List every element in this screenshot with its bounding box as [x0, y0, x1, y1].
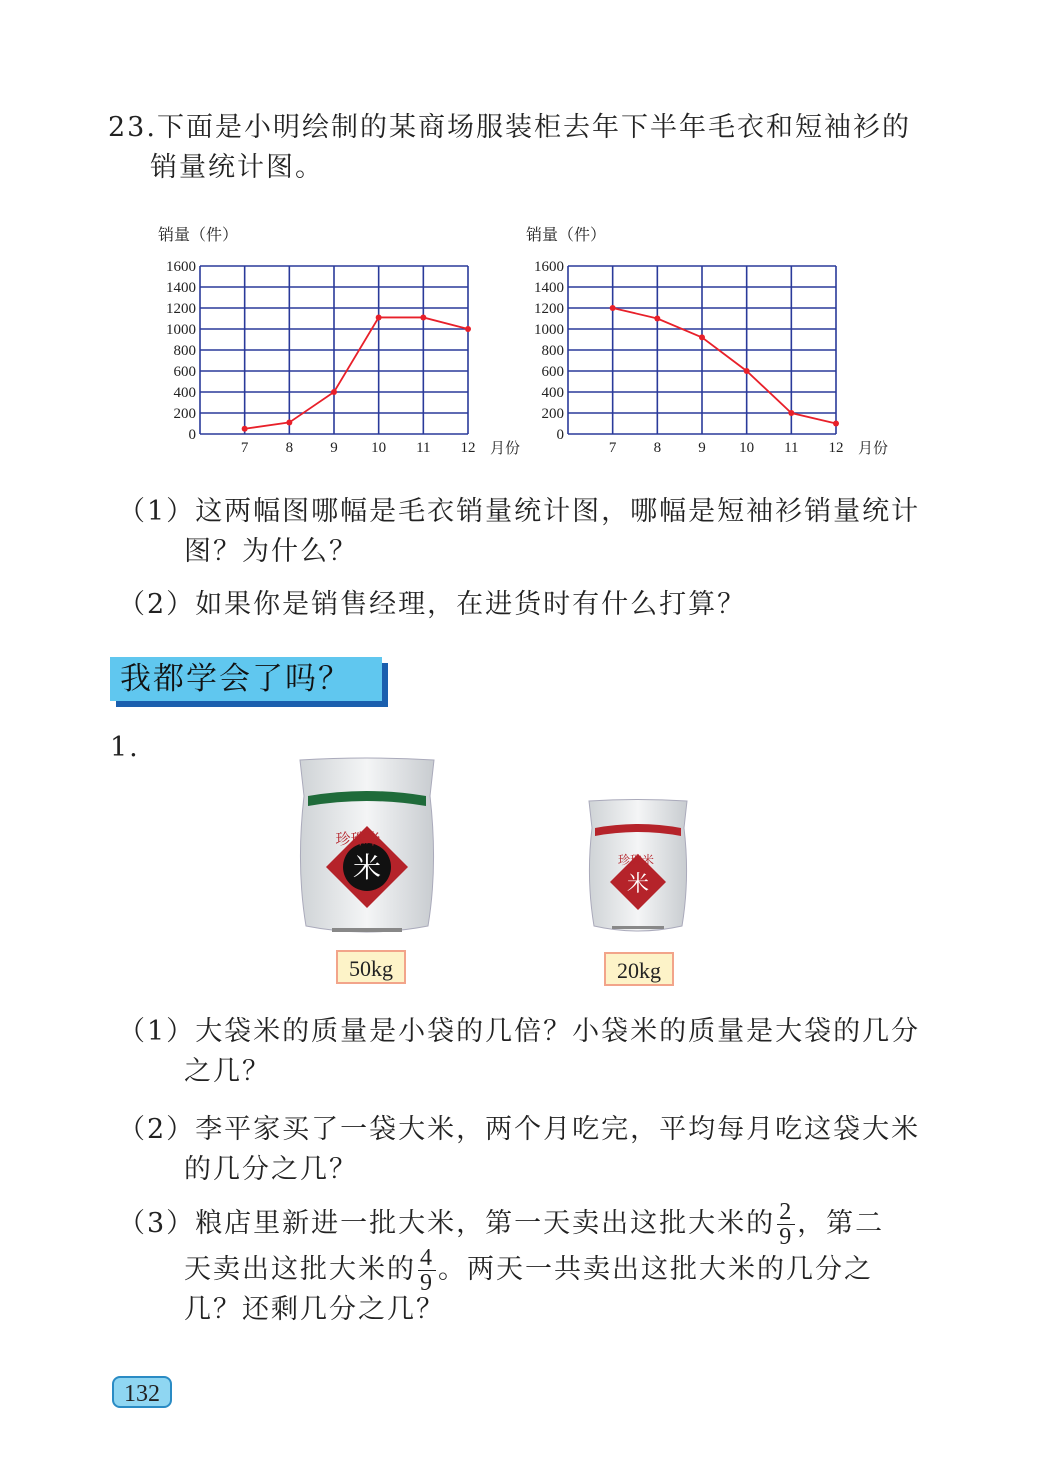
y-tick-label: 200 [173, 406, 196, 422]
small-bag-brand: 珍珠米 [617, 853, 655, 867]
y-tick-label: 400 [173, 385, 196, 401]
p1-q3-line2 [184, 1246, 873, 1295]
data-point [286, 419, 292, 425]
data-point [376, 314, 382, 320]
section-title: 我都学会了吗？ [110, 657, 382, 701]
problem-line: 下面是小明绘制的某商场服装柜去年下半年毛衣和短袖衫的 [156, 112, 911, 143]
y-tick-label: 1000 [166, 322, 196, 338]
data-point [331, 389, 337, 395]
y-tick-label: 0 [188, 427, 196, 443]
y-tick-label: 0 [556, 427, 564, 443]
y-tick-label: 1400 [166, 280, 196, 296]
x-tick-label: 11 [784, 440, 799, 456]
y-tick-label: 1200 [166, 301, 196, 317]
x-tick-label: 8 [285, 440, 294, 456]
fraction-two-ninths [777, 1200, 795, 1249]
p1-q1 [118, 1012, 920, 1052]
p1-q1-line2: 之几？ [184, 1056, 271, 1087]
x-tick-label: 9 [698, 440, 706, 456]
question-text: 李平家买了一袋大米，两个月吃完，平均每月吃这袋大米 [195, 1114, 921, 1145]
small-bag-symbol: 米 [626, 872, 650, 897]
y-tick-label: 1600 [534, 259, 564, 275]
fraction-denominator: 9 [779, 1224, 794, 1250]
y-tick-label: 600 [541, 364, 564, 380]
fraction-four-ninths [418, 1246, 436, 1295]
data-point [699, 334, 705, 340]
big-bag-symbol: 米 [352, 851, 382, 884]
y-tick-label: 400 [541, 385, 564, 401]
y-axis-label: 销量（件） [158, 227, 239, 244]
y-tick-label: 1600 [166, 259, 196, 275]
x-tick-label: 7 [608, 440, 617, 456]
p1-q2-line2: 的几分之几？ [184, 1154, 358, 1185]
small-bag-weight-label: 20kg [604, 952, 674, 986]
p1-q2 [118, 1110, 920, 1150]
question-text: 大袋米的质量是小袋的几倍？小袋米的质量是大袋的几分 [195, 1016, 921, 1047]
x-tick-label: 7 [240, 440, 249, 456]
y-tick-label: 600 [173, 364, 196, 380]
rice-bag-icon [586, 798, 690, 936]
question-text: 粮店里新进一批大米，第一天卖出这批大米的 [195, 1208, 776, 1239]
y-tick-label: 800 [173, 343, 196, 359]
chart-right [518, 220, 908, 469]
page-number: 132 [112, 1376, 172, 1408]
line-chart-sweater [150, 220, 540, 465]
question-text: ，第二 [797, 1208, 885, 1239]
chart-left [150, 220, 540, 469]
fraction-denominator: 9 [420, 1270, 434, 1296]
y-tick-label: 1200 [534, 301, 564, 317]
data-point [420, 314, 426, 320]
p1-q3 [118, 1200, 884, 1249]
fraction-numerator: 4 [420, 1245, 434, 1271]
big-rice-bag-image [296, 756, 438, 942]
question-text: 这两幅图哪幅是毛衣销量统计图，哪幅是短袖衫销量统计 [195, 496, 921, 527]
small-rice-bag-image [586, 798, 690, 940]
problem-23-text [108, 108, 911, 148]
question-number: （2） [118, 1114, 196, 1145]
x-tick-label: 8 [653, 440, 662, 456]
question-number: （1） [118, 496, 196, 527]
x-axis-label: 月份 [858, 441, 889, 457]
data-point [788, 410, 794, 416]
question-text: 如果你是销售经理，在进货时有什么打算？ [195, 589, 747, 620]
series-line [245, 317, 468, 428]
problem-number: 23. [108, 112, 157, 143]
x-tick-label: 10 [371, 440, 387, 456]
y-tick-label: 1000 [534, 322, 564, 338]
data-point [833, 421, 839, 427]
line-chart-tshirt [518, 220, 908, 465]
y-tick-label: 1400 [534, 280, 564, 296]
question-text: 天卖出这批大米的 [184, 1254, 416, 1285]
big-bag-brand: 珍珠米 [335, 830, 381, 848]
y-axis-label: 销量（件） [526, 227, 607, 244]
section-banner [110, 657, 385, 705]
x-tick-label: 10 [739, 440, 755, 456]
x-tick-label: 11 [416, 440, 431, 456]
q23-2 [118, 585, 746, 625]
question-number: （3） [118, 1208, 196, 1239]
question-number: （2） [118, 589, 196, 620]
p1-q3-line3: 几？还剩几分之几？ [184, 1294, 445, 1325]
big-bag-weight-label: 50kg [336, 950, 406, 984]
data-point [242, 426, 248, 432]
data-point [610, 305, 616, 311]
fraction-numerator: 2 [779, 1199, 794, 1225]
question-number: （1） [118, 1016, 196, 1047]
data-point [465, 326, 471, 332]
rice-bag-icon [296, 756, 438, 938]
data-point [744, 368, 750, 374]
y-tick-label: 800 [541, 343, 564, 359]
data-point [654, 316, 660, 322]
y-tick-label: 200 [541, 406, 564, 422]
x-axis-label: 月份 [490, 441, 521, 457]
series-line [613, 308, 836, 424]
x-tick-label: 12 [460, 440, 476, 456]
problem-1-number: 1. [110, 732, 140, 763]
question-text: 。两天一共卖出这批大米的几分之 [438, 1254, 873, 1285]
x-tick-label: 9 [330, 440, 338, 456]
q23-1 [118, 492, 920, 532]
q23-1-line2: 图？为什么？ [184, 536, 358, 567]
x-tick-label: 12 [828, 440, 844, 456]
problem-23-text-line2: 销量统计图。 [150, 152, 324, 183]
